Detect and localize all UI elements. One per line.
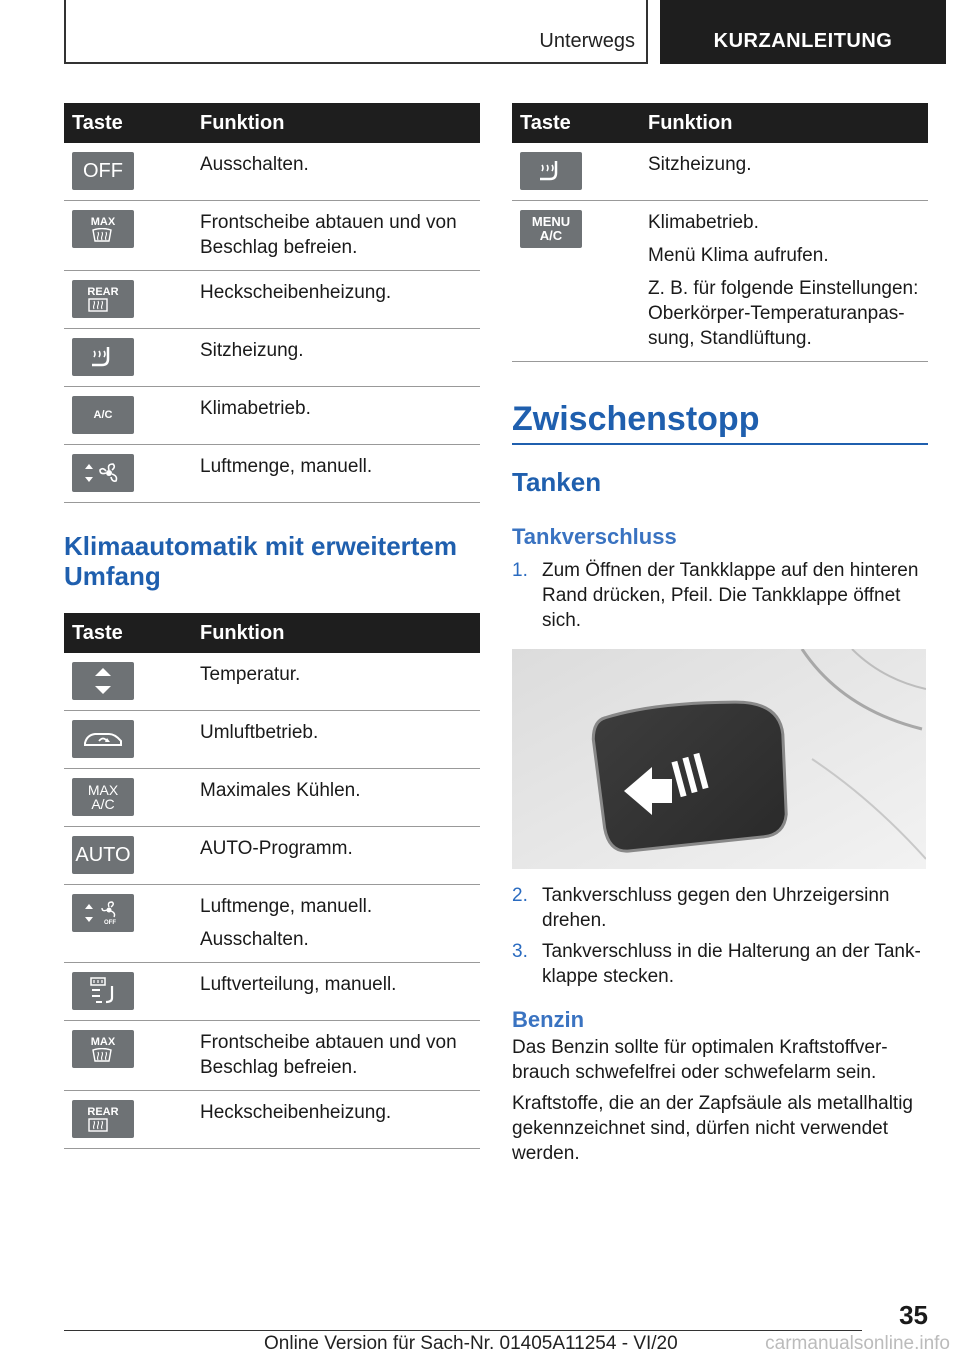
fuel-flap-image [512, 649, 926, 869]
section-title: Unterwegs [539, 30, 635, 52]
table-row [512, 143, 928, 201]
svg-text:OFF: OFF [104, 920, 116, 926]
key-cell [64, 271, 192, 329]
col-header-taste: Taste [64, 103, 192, 143]
function-cell [192, 1021, 480, 1091]
seat-heat-icon [72, 338, 134, 376]
col-header-taste: Taste [512, 103, 640, 143]
table-row [64, 1021, 480, 1091]
max-defrost-icon: MAX [72, 1030, 134, 1068]
function-text: Temperatur. [200, 664, 301, 685]
table-row [64, 143, 480, 201]
function-text: Maximales Kühlen. [200, 780, 361, 801]
key-cell [64, 769, 192, 827]
section-heading: Klimaautomatik mit erweitertem Umfang [64, 531, 458, 591]
function-cell [192, 329, 480, 387]
key-cell [64, 711, 192, 769]
col-header-taste: Taste [64, 613, 192, 653]
function-text: Menü Klima aufrufen. [648, 245, 829, 266]
chapter-heading: Zwischenstopp [512, 400, 760, 438]
function-cell [640, 143, 928, 201]
step-text: Tankverschluss in die Halterung an der Tank-klappe stecken. [542, 941, 921, 987]
subsub-heading: Tankverschluss [512, 524, 677, 549]
function-cell [192, 201, 480, 271]
key-cell [64, 201, 192, 271]
chapter-title: KURZANLEITUNG [660, 0, 946, 64]
table-row [64, 711, 480, 769]
function-cell [192, 143, 480, 201]
left-column [64, 103, 480, 1149]
watermark-logo: carmanualsonline.info [765, 1333, 950, 1354]
function-text: Ausschalten. [200, 929, 309, 950]
list-item [512, 558, 928, 633]
rear-defrost-icon: REAR [72, 280, 134, 318]
function-text: Sitzheizung. [200, 340, 304, 361]
table-row [64, 445, 480, 503]
function-text: Umluftbetrieb. [200, 722, 319, 743]
list-item [512, 939, 928, 989]
key-cell [64, 387, 192, 445]
function-text: Luftmenge, manuell. [200, 896, 373, 917]
key-cell [64, 885, 192, 963]
function-text: Klimabetrieb. [648, 212, 759, 233]
air-distribution-icon [72, 972, 134, 1010]
table-row [64, 1091, 480, 1149]
function-text: Klimabetrieb. [200, 398, 311, 419]
function-cell [640, 201, 928, 362]
function-text: Luftmenge, manuell. [200, 456, 373, 477]
function-cell [192, 271, 480, 329]
right-column [512, 103, 928, 1166]
function-text: Frontscheibe abtauen und von Beschlag befreien. [200, 212, 457, 258]
key-cell [64, 445, 192, 503]
step-text: Tankverschluss gegen den Uhrzeigersinn drehen. [542, 885, 890, 931]
step-number: 2. [512, 885, 528, 906]
menu-ac-icon: MENU A/C [520, 210, 582, 248]
function-text: Luftverteilung, manuell. [200, 974, 397, 995]
benzin-heading: Benzin [512, 1007, 585, 1032]
function-text: AUTO-Programm. [200, 838, 353, 859]
key-cell [64, 827, 192, 885]
table-row [64, 769, 480, 827]
benzin-paragraph-1: Das Benzin sollte für optimalen Kraftstoffver-brauch schwefelfrei oder schwefelarm sein. [512, 1037, 888, 1083]
function-cell [192, 387, 480, 445]
ac-icon: A/C [72, 396, 134, 434]
function-text: Heckscheibenheizung. [200, 1102, 392, 1123]
function-cell [192, 653, 480, 711]
function-cell [192, 711, 480, 769]
off-button-icon: OFF [72, 152, 134, 190]
fan-icon [72, 454, 134, 492]
fan-off-icon [72, 894, 134, 932]
key-cell [64, 963, 192, 1021]
footer-text: Online Version für Sach-Nr. 01405A11254 - VI/20 [264, 1333, 678, 1354]
table-row [64, 201, 480, 271]
col-header-funktion: Funktion [640, 103, 928, 143]
table-row [64, 271, 480, 329]
function-cell [192, 827, 480, 885]
step-number: 3. [512, 941, 528, 962]
recirculation-icon [72, 720, 134, 758]
max-ac-icon: MAX A/C [72, 778, 134, 816]
table-row [64, 827, 480, 885]
key-cell [512, 143, 640, 201]
step-text: Zum Öffnen der Tankklappe auf den hinteren Rand drücken, Pfeil. Die Tankklappe öffnet sich. [542, 560, 919, 631]
function-cell [192, 885, 480, 963]
keys-table-2 [64, 613, 480, 1149]
function-cell [192, 1091, 480, 1149]
function-text: Sitzheizung. [648, 154, 752, 175]
function-cell [192, 963, 480, 1021]
sub-heading: Tanken [512, 467, 602, 497]
auto-button-icon: AUTO [72, 836, 134, 874]
keys-table-1 [64, 103, 480, 503]
table-row [64, 653, 480, 711]
table-row [64, 963, 480, 1021]
rear-defrost-icon: REAR [72, 1100, 134, 1138]
list-item [512, 883, 928, 933]
page-number: 35 [899, 1300, 928, 1330]
function-text: Ausschalten. [200, 154, 309, 175]
footer-rule [64, 1330, 862, 1331]
function-cell [192, 769, 480, 827]
table-row [64, 885, 480, 963]
col-header-funktion: Funktion [192, 103, 480, 143]
col-header-funktion: Funktion [192, 613, 480, 653]
key-cell [512, 201, 640, 362]
function-text: Frontscheibe abtauen und von Beschlag befreien. [200, 1032, 457, 1078]
key-cell [64, 1091, 192, 1149]
keys-table-3 [512, 103, 928, 362]
table-row [64, 387, 480, 445]
key-cell [64, 329, 192, 387]
steps-list [512, 883, 928, 989]
max-defrost-icon: MAX [72, 210, 134, 248]
step-number: 1. [512, 560, 528, 581]
function-cell [192, 445, 480, 503]
key-cell [64, 1021, 192, 1091]
function-text: Z. B. für folgende Einstellungen: Oberkörper-Temperaturanpas-sung, Standlüftung. [648, 278, 919, 349]
key-cell [64, 653, 192, 711]
function-text: Heckscheibenheizung. [200, 282, 392, 303]
temp-arrows-icon [72, 662, 134, 700]
chapter-heading-block [512, 400, 928, 445]
key-cell [64, 143, 192, 201]
seat-heat-icon [520, 152, 582, 190]
benzin-paragraph-2: Kraftstoffe, die an der Zapfsäule als metallhaltig gekennzeichnet sind, dürfen nicht verwendet werden. [512, 1093, 913, 1164]
steps-list [512, 558, 928, 633]
table-row [512, 201, 928, 362]
table-row [64, 329, 480, 387]
